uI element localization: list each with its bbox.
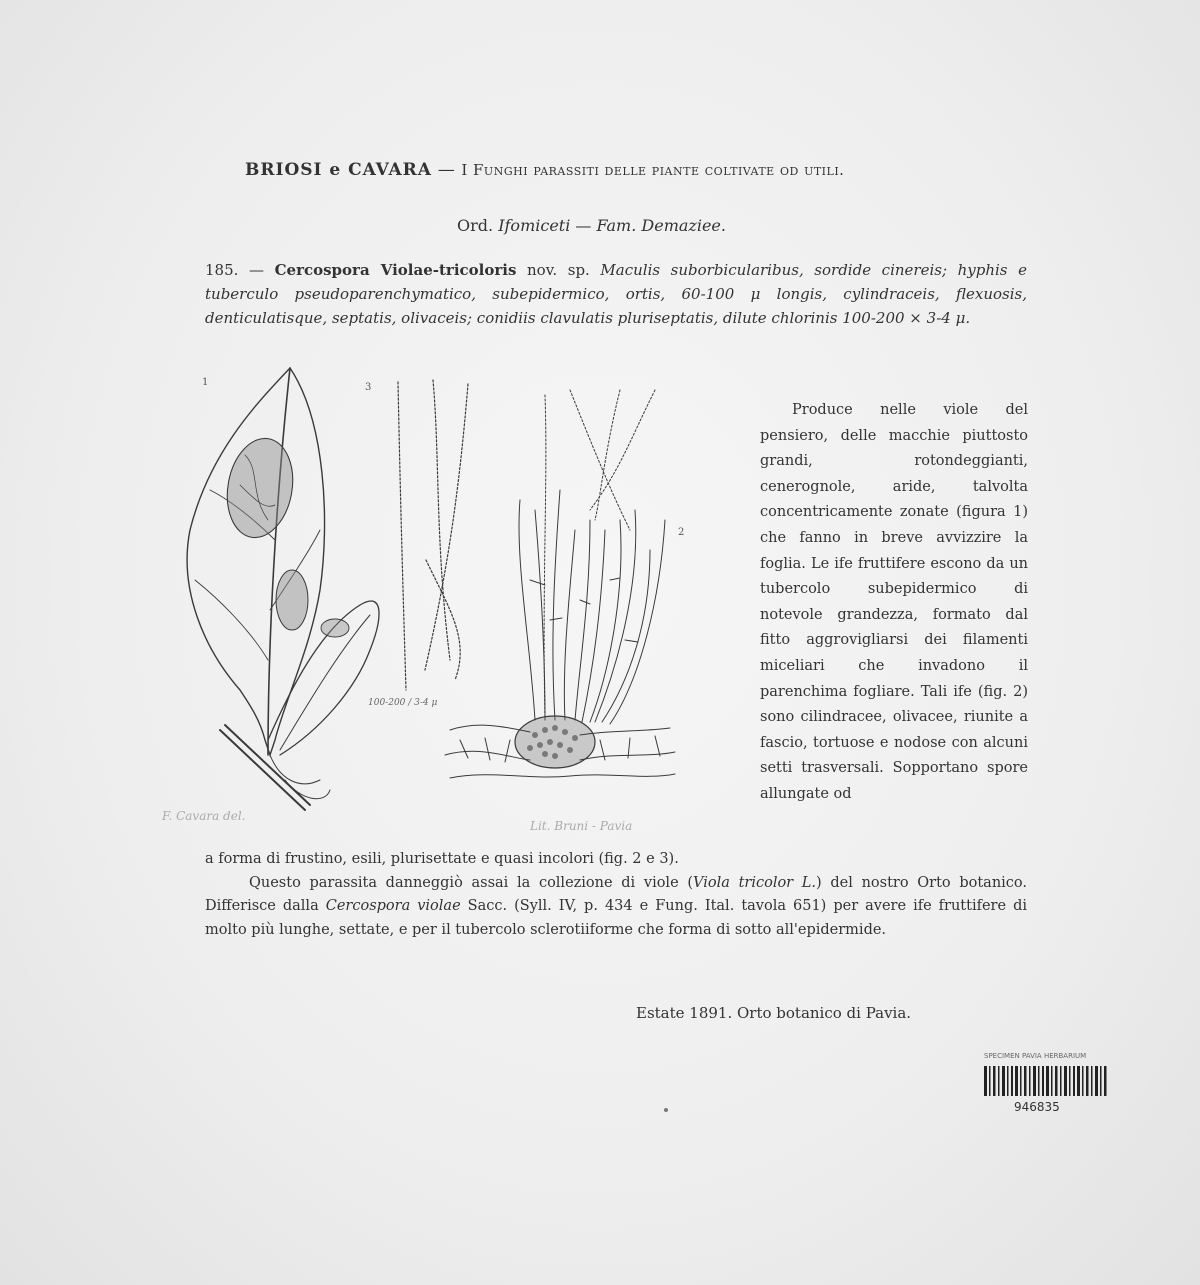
collection-date-place: Estate 1891. Orto botanico di Pavia. xyxy=(636,1004,912,1022)
family-name: Demaziee. xyxy=(641,216,726,235)
description-right-column: Produce nelle viole del pensiero, delle macchie piuttosto grandi, rotondeggianti, cenerognole, aride, talvolta concentricamente zonate (figura 1) che fanno in breve avvizzire la foglia. Le ife fruttifere escono da un tubercolo subepidermico di notevole grandezza, formato dal fitto aggrovigliarsi dei filamenti miceliari che invadono il parenchima fogliare. Tali ife (fig. 2) sono cilindracee, olivacee, riunite a fascio, tortuose e nodose con alcuni setti trasversali. Sopportano spore allungate od xyxy=(760,402,1028,802)
order-name: Ifomiceti xyxy=(498,216,571,235)
header-dash: — xyxy=(432,160,462,180)
paper-mark xyxy=(664,1108,668,1112)
botanical-plate-illustration xyxy=(150,360,750,840)
header-work-title: I Funghi parassiti delle piante coltivate od utili. xyxy=(461,161,845,179)
description-paragraph-end: a forma di frustino, esili, plurisettate e quasi incolori (fig. 2 e 3). xyxy=(205,851,679,867)
plate-artist-signature: F. Cavara del. xyxy=(162,809,246,823)
barcode-number: 946835 xyxy=(1014,1100,1060,1114)
figure-3-label: 3 xyxy=(365,382,372,393)
species-diagnosis: Maculis suborbicularibus, sordide cinereis; hyphis e tuberculo pseudoparenchymatico, subepidermico, ortis, 60-100 μ longis, cylindraceis, flexuosis, denticulatisque, septatis, olivaceis; conidiis clavulatis pluriseptatis, dilute chlorinis 100-200 × 3-4 μ. xyxy=(205,261,1027,327)
remarks-paragraph xyxy=(205,872,1027,943)
remarks-viola-name: Viola tricolor L. xyxy=(693,874,817,891)
specimen-barcode-label xyxy=(978,1052,1118,1120)
order-separator: — xyxy=(570,216,597,235)
figure-1-label: 1 xyxy=(202,377,209,388)
species-number: 185. xyxy=(205,261,239,279)
remarks-cercospora-name: Cercospora violae xyxy=(325,898,461,914)
conidia-drawing xyxy=(365,380,468,690)
order-label: Ord. xyxy=(457,216,494,235)
plate-lithographer-signature: Lit. Bruni - Pavia xyxy=(530,819,633,833)
hyphae-tuft-drawing xyxy=(445,390,684,778)
leaf-drawing xyxy=(187,368,379,810)
remarks-text-c: Sacc. (Syll. IV, p. 434 e Fung. Ital. tavola 651) per avere ife fruttifere di molto più lunghe, settate, e per il tubercolo sclerotiiforme che forma di sotto all'epidermide. xyxy=(205,898,1027,938)
header-authors: BRIOSI e CAVARA xyxy=(245,160,433,180)
species-authority: nov. sp. xyxy=(527,261,590,279)
running-header xyxy=(245,160,985,180)
figure-2-label: 2 xyxy=(678,527,685,538)
barcode-icon xyxy=(980,1062,1110,1102)
remarks-text-b: ) del nostro Orto botanico. Differisce dalla xyxy=(205,874,1027,914)
barcode-caption: SPECIMEN PAVIA HERBARIUM xyxy=(984,1052,1087,1060)
species-name: Cercospora Violae-tricoloris xyxy=(274,261,517,279)
description-continuation xyxy=(205,848,1027,942)
remarks-text-a: Questo parassita danneggiò assai la collezione di viole ( xyxy=(249,874,694,891)
plate-measurement: 100-200 / 3-4 μ xyxy=(368,698,438,708)
taxonomic-order-line xyxy=(457,216,726,235)
species-dash: — xyxy=(238,261,275,279)
family-label: Fam. xyxy=(596,216,637,235)
species-entry xyxy=(205,258,1027,330)
